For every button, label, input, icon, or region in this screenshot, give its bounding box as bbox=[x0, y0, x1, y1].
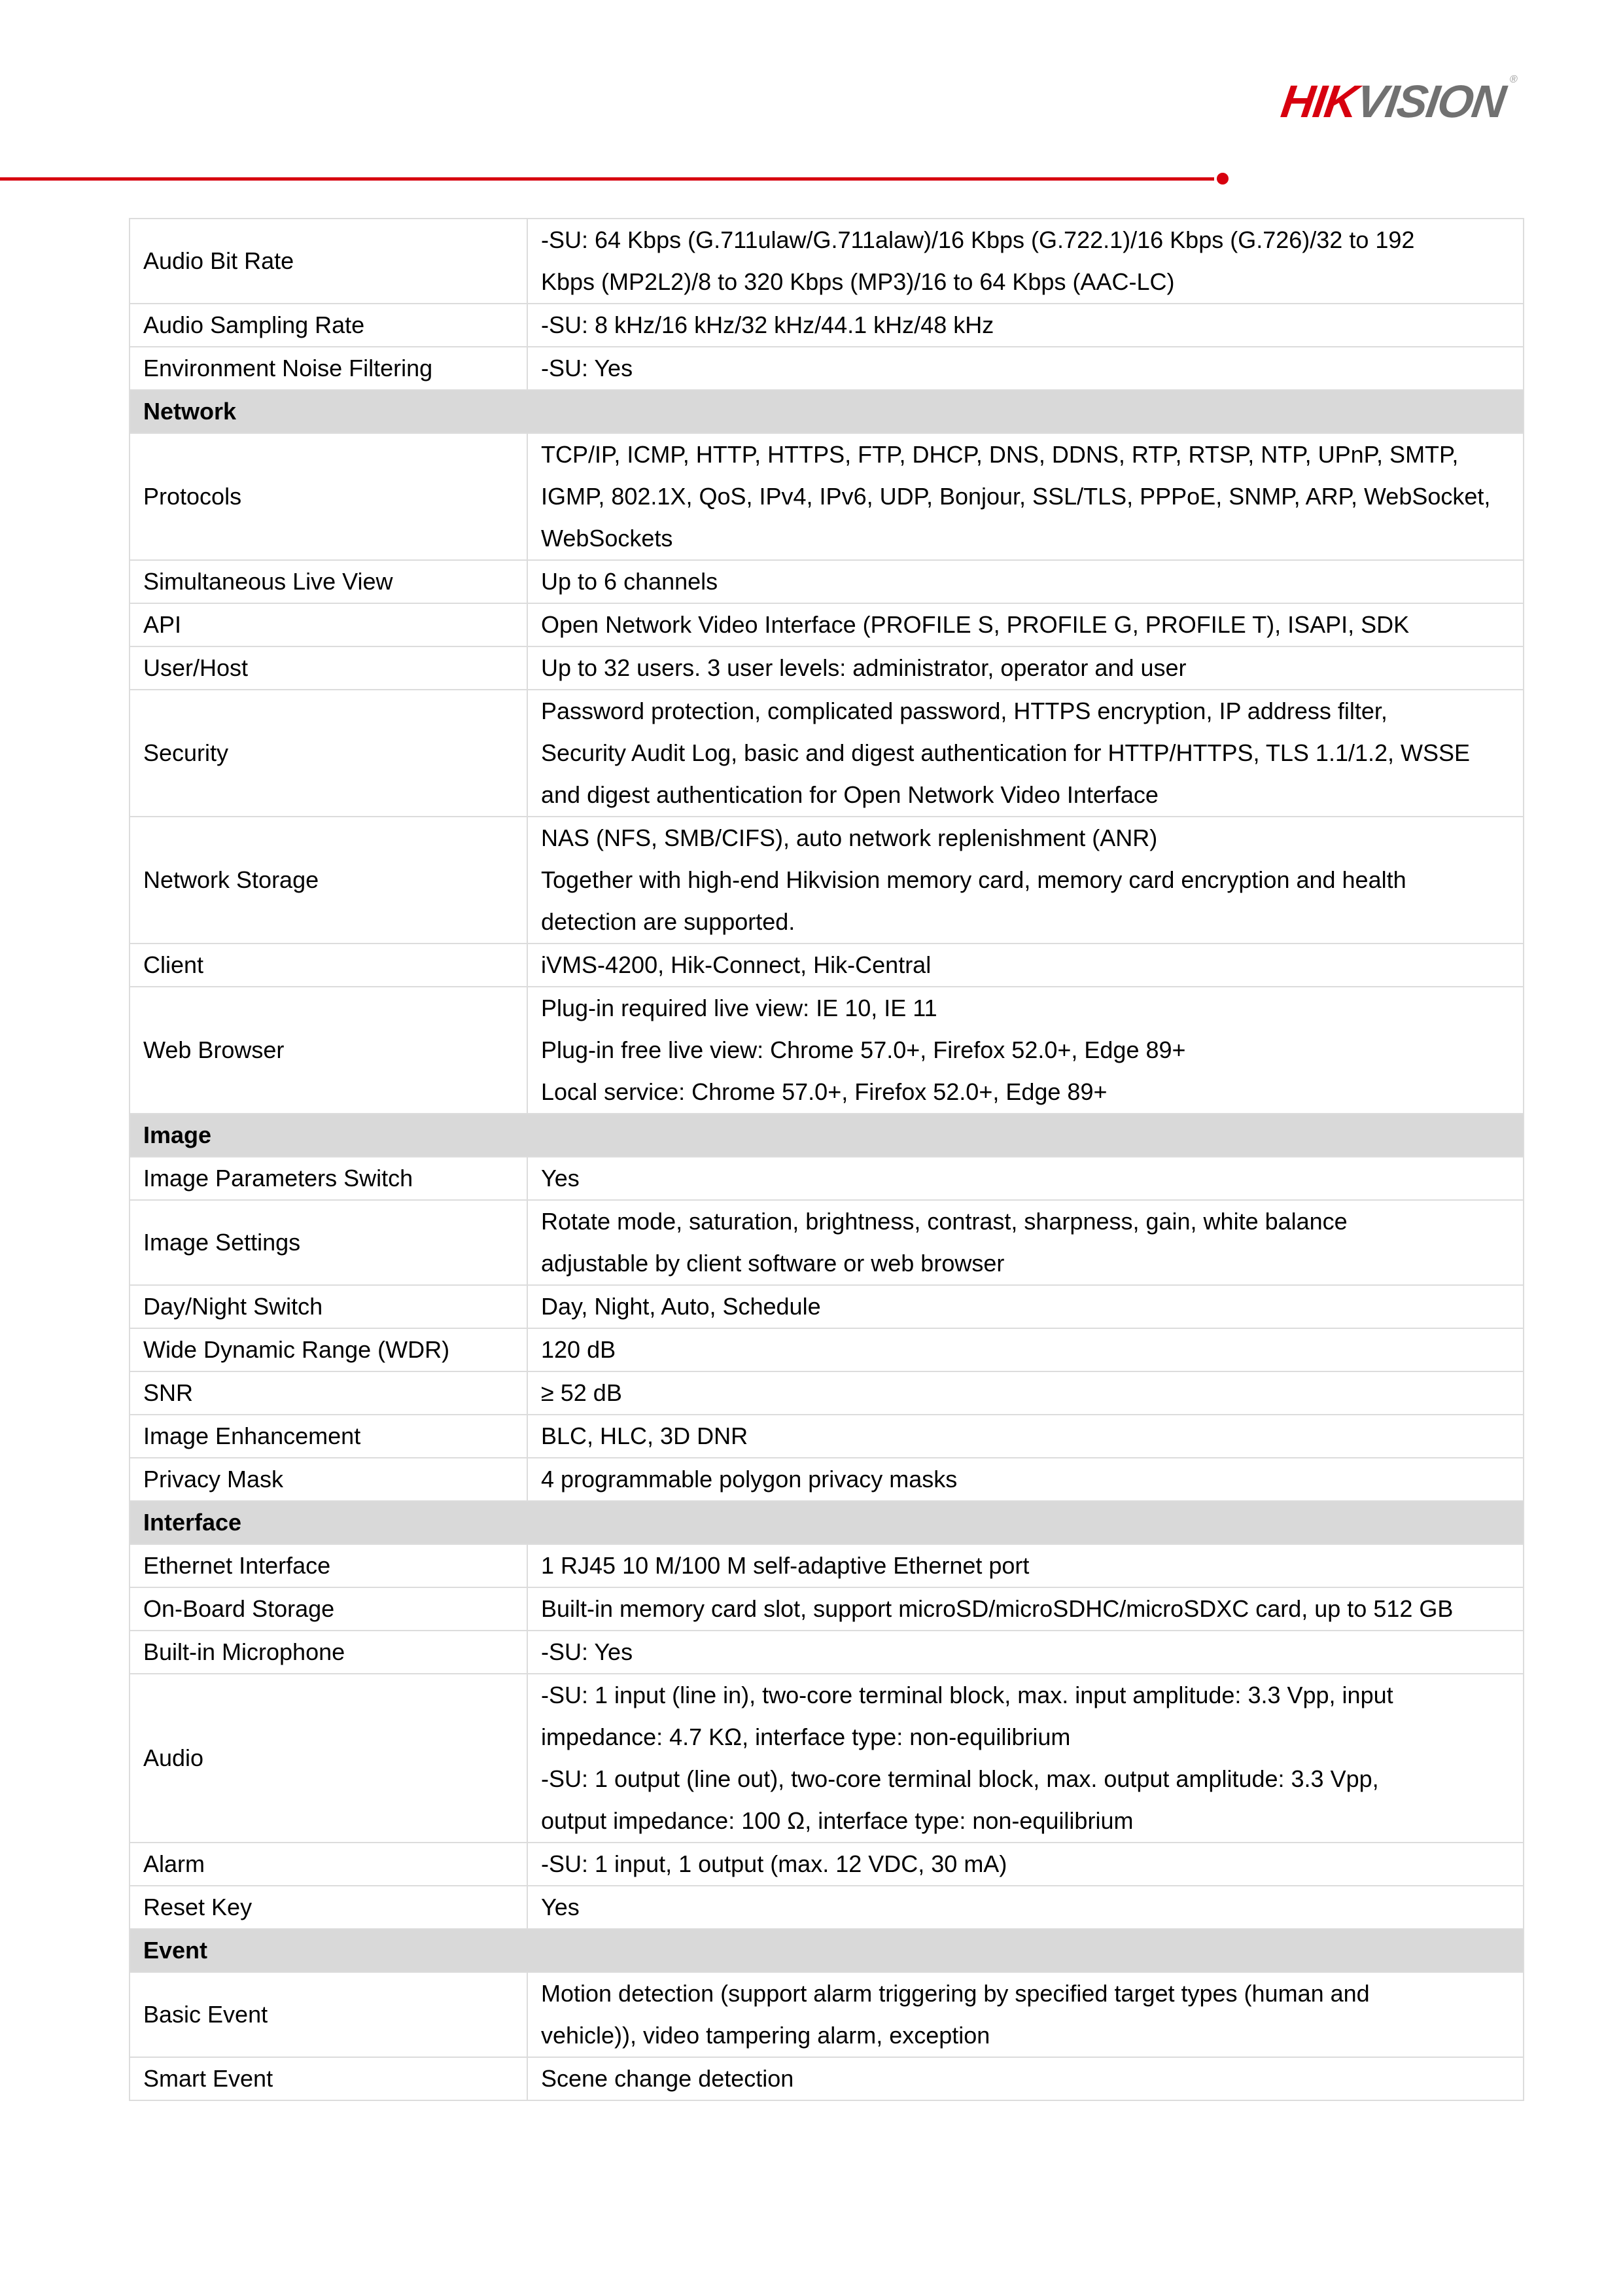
section-header-row bbox=[130, 1501, 1524, 1544]
spec-value bbox=[527, 603, 1524, 646]
spec-row bbox=[130, 690, 1524, 817]
spec-value-line: Day, Night, Auto, Schedule bbox=[541, 1293, 821, 1320]
spec-value-line: Motion detection (support alarm triggering by specified target types (human and bbox=[541, 1980, 1370, 2007]
spec-label: Built-in Microphone bbox=[130, 1631, 527, 1674]
spec-row bbox=[130, 1371, 1524, 1415]
spec-row bbox=[130, 1157, 1524, 1200]
spec-label: User/Host bbox=[130, 646, 527, 690]
spec-value-line: Open Network Video Interface (PROFILE S, PROFILE G, PROFILE T), ISAPI, SDK bbox=[541, 611, 1410, 638]
spec-label: Ethernet Interface bbox=[130, 1544, 527, 1587]
spec-value-line: output impedance: 100 Ω, interface type: non-equilibrium bbox=[541, 1807, 1134, 1834]
spec-value-line: -SU: 64 Kbps (G.711ulaw/G.711alaw)/16 Kbps (G.722.1)/16 Kbps (G.726)/32 to 192 bbox=[541, 226, 1415, 253]
spec-value-line: BLC, HLC, 3D DNR bbox=[541, 1422, 748, 1449]
section-title: Event bbox=[130, 1929, 1524, 1972]
spec-label: Client bbox=[130, 944, 527, 987]
spec-value bbox=[527, 944, 1524, 987]
spec-value bbox=[527, 646, 1524, 690]
spec-value-line: Scene change detection bbox=[541, 2065, 794, 2092]
spec-value-line: detection are supported. bbox=[541, 908, 795, 935]
spec-value-line: NAS (NFS, SMB/CIFS), auto network replenishment (ANR) bbox=[541, 824, 1158, 851]
section-title: Image bbox=[130, 1114, 1524, 1157]
spec-value-line: Plug-in free live view: Chrome 57.0+, Firefox 52.0+, Edge 89+ bbox=[541, 1036, 1186, 1063]
section-header-row bbox=[130, 390, 1524, 433]
spec-label: Image Parameters Switch bbox=[130, 1157, 527, 1200]
spec-row bbox=[130, 1587, 1524, 1631]
spec-value bbox=[527, 1631, 1524, 1674]
spec-value bbox=[527, 1200, 1524, 1285]
spec-label: Audio bbox=[130, 1674, 527, 1843]
spec-row bbox=[130, 987, 1524, 1114]
spec-label: Alarm bbox=[130, 1843, 527, 1886]
spec-value bbox=[527, 1587, 1524, 1631]
spec-value-line: Password protection, complicated password, HTTPS encryption, IP address filter, bbox=[541, 698, 1387, 724]
spec-value-line: Kbps (MP2L2)/8 to 320 Kbps (MP3)/16 to 64 Kbps (AAC-LC) bbox=[541, 268, 1175, 295]
spec-value-line: Security Audit Log, basic and digest authentication for HTTP/HTTPS, TLS 1.1/1.2, WSSE bbox=[541, 739, 1471, 766]
spec-value-line: Local service: Chrome 57.0+, Firefox 52.0+, Edge 89+ bbox=[541, 1078, 1108, 1105]
spec-label: Image Enhancement bbox=[130, 1415, 527, 1458]
spec-label: Audio Bit Rate bbox=[130, 219, 527, 304]
hikvision-logo bbox=[1278, 72, 1517, 127]
spec-label: Simultaneous Live View bbox=[130, 560, 527, 603]
spec-value bbox=[527, 1328, 1524, 1371]
spec-value-line: iVMS-4200, Hik-Connect, Hik-Central bbox=[541, 951, 932, 978]
spec-value bbox=[527, 2057, 1524, 2100]
spec-value-line: vehicle)), video tampering alarm, exception bbox=[541, 2022, 990, 2049]
spec-row bbox=[130, 219, 1524, 304]
spec-value-line: WebSockets bbox=[541, 525, 673, 552]
spec-row bbox=[130, 347, 1524, 390]
spec-label: Security bbox=[130, 690, 527, 817]
spec-value-line: Rotate mode, saturation, brightness, contrast, sharpness, gain, white balance bbox=[541, 1208, 1348, 1235]
registered-mark: ® bbox=[1509, 74, 1517, 85]
section-title: Interface bbox=[130, 1501, 1524, 1544]
spec-label: Smart Event bbox=[130, 2057, 527, 2100]
spec-row bbox=[130, 1285, 1524, 1328]
spec-value bbox=[527, 1157, 1524, 1200]
spec-value-line: Built-in memory card slot, support microSD/microSDHC/microSDXC card, up to 512 GB bbox=[541, 1595, 1454, 1622]
spec-row bbox=[130, 817, 1524, 944]
section-header-row bbox=[130, 1929, 1524, 1972]
section-header-row bbox=[130, 1114, 1524, 1157]
spec-value-line: -SU: 1 input, 1 output (max. 12 VDC, 30 mA) bbox=[541, 1850, 1007, 1877]
spec-value-line: -SU: Yes bbox=[541, 1638, 633, 1665]
spec-value-line: and digest authentication for Open Network Video Interface bbox=[541, 781, 1159, 808]
logo-text-red: HIK bbox=[1278, 76, 1361, 127]
spec-row bbox=[130, 1328, 1524, 1371]
spec-value bbox=[527, 690, 1524, 817]
spec-row bbox=[130, 646, 1524, 690]
spec-value-line: -SU: 1 output (line out), two-core terminal block, max. output amplitude: 3.3 Vpp, bbox=[541, 1765, 1379, 1792]
spec-value bbox=[527, 560, 1524, 603]
spec-value bbox=[527, 1972, 1524, 2057]
header-divider-line bbox=[0, 177, 1214, 181]
spec-value-line: 120 dB bbox=[541, 1336, 616, 1363]
spec-value bbox=[527, 1843, 1524, 1886]
spec-row bbox=[130, 944, 1524, 987]
spec-value bbox=[527, 304, 1524, 347]
spec-label: On-Board Storage bbox=[130, 1587, 527, 1631]
spec-value bbox=[527, 219, 1524, 304]
spec-value bbox=[527, 1415, 1524, 1458]
spec-label: Web Browser bbox=[130, 987, 527, 1114]
spec-value-line: Up to 32 users. 3 user levels: administrator, operator and user bbox=[541, 654, 1187, 681]
spec-row bbox=[130, 1843, 1524, 1886]
header-divider-dot bbox=[1217, 173, 1229, 185]
spec-value bbox=[527, 1285, 1524, 1328]
spec-row bbox=[130, 1886, 1524, 1929]
spec-label: Audio Sampling Rate bbox=[130, 304, 527, 347]
spec-row bbox=[130, 1544, 1524, 1587]
spec-row bbox=[130, 1200, 1524, 1285]
spec-value bbox=[527, 1674, 1524, 1843]
spec-value-line: adjustable by client software or web browser bbox=[541, 1250, 1005, 1277]
spec-row bbox=[130, 1458, 1524, 1501]
spec-value bbox=[527, 817, 1524, 944]
spec-label: API bbox=[130, 603, 527, 646]
spec-value-line: -SU: 8 kHz/16 kHz/32 kHz/44.1 kHz/48 kHz bbox=[541, 311, 994, 338]
spec-value-line: 1 RJ45 10 M/100 M self-adaptive Ethernet port bbox=[541, 1552, 1030, 1579]
spec-label: Reset Key bbox=[130, 1886, 527, 1929]
spec-value-line: Yes bbox=[541, 1165, 580, 1192]
spec-label: Image Settings bbox=[130, 1200, 527, 1285]
spec-row bbox=[130, 1972, 1524, 2057]
spec-value-line: 4 programmable polygon privacy masks bbox=[541, 1466, 958, 1492]
spec-row bbox=[130, 2057, 1524, 2100]
spec-label: Basic Event bbox=[130, 1972, 527, 2057]
spec-label: SNR bbox=[130, 1371, 527, 1415]
spec-row bbox=[130, 433, 1524, 560]
spec-row bbox=[130, 1415, 1524, 1458]
spec-value-line: impedance: 4.7 KΩ, interface type: non-equilibrium bbox=[541, 1723, 1071, 1750]
section-title: Network bbox=[130, 390, 1524, 433]
spec-value bbox=[527, 1886, 1524, 1929]
spec-label: Privacy Mask bbox=[130, 1458, 527, 1501]
spec-row bbox=[130, 603, 1524, 646]
spec-row bbox=[130, 560, 1524, 603]
spec-row bbox=[130, 1631, 1524, 1674]
spec-label: Day/Night Switch bbox=[130, 1285, 527, 1328]
spec-value bbox=[527, 433, 1524, 560]
spec-value bbox=[527, 1544, 1524, 1587]
spec-label: Wide Dynamic Range (WDR) bbox=[130, 1328, 527, 1371]
spec-row bbox=[130, 1674, 1524, 1843]
spec-value-line: Together with high-end Hikvision memory card, memory card encryption and health bbox=[541, 866, 1406, 893]
spec-value bbox=[527, 1458, 1524, 1501]
spec-label: Environment Noise Filtering bbox=[130, 347, 527, 390]
spec-value-line: TCP/IP, ICMP, HTTP, HTTPS, FTP, DHCP, DNS, DDNS, RTP, RTSP, NTP, UPnP, SMTP, bbox=[541, 441, 1459, 468]
spec-table-body bbox=[130, 219, 1524, 2100]
spec-value-line: -SU: 1 input (line in), two-core terminal block, max. input amplitude: 3.3 Vpp, input bbox=[541, 1682, 1393, 1708]
spec-value-line: -SU: Yes bbox=[541, 355, 633, 381]
spec-value bbox=[527, 347, 1524, 390]
spec-value bbox=[527, 987, 1524, 1114]
logo-text-gray: VISION bbox=[1353, 76, 1508, 127]
spec-value-line: IGMP, 802.1X, QoS, IPv4, IPv6, UDP, Bonjour, SSL/TLS, PPPoE, SNMP, ARP, WebSocket, bbox=[541, 483, 1491, 510]
spec-value-line: Yes bbox=[541, 1894, 580, 1920]
spec-value-line: ≥ 52 dB bbox=[541, 1379, 622, 1406]
spec-label: Network Storage bbox=[130, 817, 527, 944]
spec-label: Protocols bbox=[130, 433, 527, 560]
spec-value-line: Up to 6 channels bbox=[541, 568, 718, 595]
spec-row bbox=[130, 304, 1524, 347]
spec-value bbox=[527, 1371, 1524, 1415]
spec-table bbox=[129, 218, 1524, 2101]
spec-value-line: Plug-in required live view: IE 10, IE 11 bbox=[541, 995, 937, 1021]
